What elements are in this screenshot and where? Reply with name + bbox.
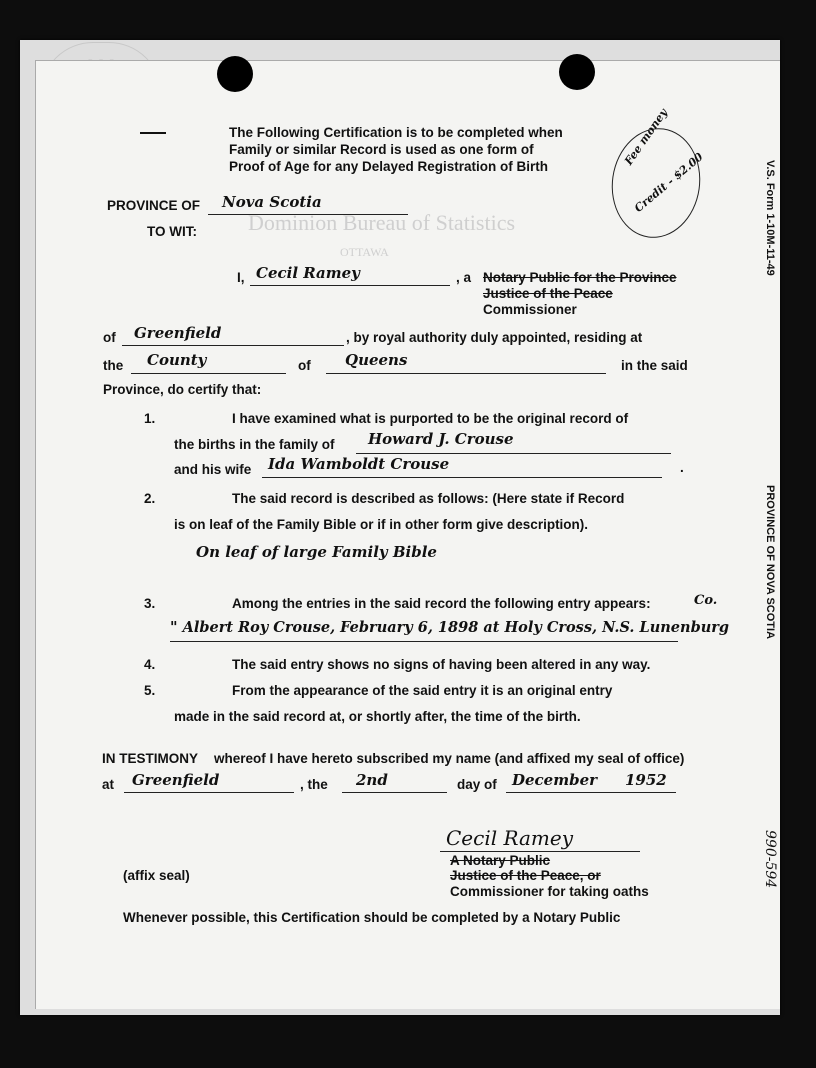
of2-label: of	[298, 358, 311, 373]
province-underline	[208, 214, 408, 215]
certifier-a: , a	[456, 270, 472, 285]
footer-note: Whenever possible, this Certification should be completed by a Notary Public	[123, 910, 621, 925]
authority-text: , by royal authority duly appointed, residing at	[346, 330, 643, 345]
testimony-day-label: day of	[457, 777, 497, 792]
side-province-label: PROVINCE OF NOVA SCOTIA	[764, 485, 776, 640]
header-line-3: Proof of Age for any Delayed Registration of Birth	[229, 159, 549, 174]
item-4-number: 4.	[144, 657, 156, 672]
header-line-1: The Following Certification is to be completed when	[229, 125, 563, 140]
signature: Cecil Ramey	[446, 826, 574, 850]
item-4-text: The said entry shows no signs of having been altered in any way.	[232, 657, 651, 672]
header-line-2: Family or similar Record is used as one form of	[229, 142, 534, 157]
certifier-underline	[250, 285, 450, 286]
of-label: of	[103, 330, 116, 345]
certifier-option-justice: Justice of the Peace	[483, 286, 613, 301]
signature-underline	[440, 851, 640, 852]
item-2-number: 2.	[144, 491, 156, 506]
wife-name: Ida Wamboldt Crouse	[268, 455, 450, 473]
punch-hole-left	[217, 56, 253, 92]
of-underline	[122, 345, 344, 346]
item-5-number: 5.	[144, 683, 156, 698]
province-label: PROVINCE OF	[107, 198, 201, 213]
of2-value: Queens	[345, 351, 408, 369]
testimony-month: December	[512, 771, 598, 789]
item-3-number: 3.	[144, 596, 156, 611]
the-value: County	[147, 351, 207, 369]
the-label: the	[103, 358, 124, 373]
item-3-line-1: Among the entries in the said record the following entry appears:	[232, 596, 651, 611]
father-name: Howard J. Crouse	[368, 430, 514, 448]
signature-option-notary: A Notary Public	[450, 853, 551, 868]
item-1-line-1: I have examined what is purported to be the original record of	[232, 411, 629, 426]
fee-note-line-2: Credit - $2.00	[632, 150, 706, 215]
certifier-option-commissioner: Commissioner	[483, 302, 577, 317]
testimony-at-label: at	[102, 777, 115, 792]
signature-option-commissioner: Commissioner for taking oaths	[450, 884, 649, 899]
fee-note-line-1: Fee money	[622, 106, 671, 168]
item-2-line-1: The said record is described as follows: (Here state if Record	[232, 491, 625, 506]
signature-option-justice: Justice of the Peace, or	[450, 868, 601, 883]
wife-underline	[262, 477, 662, 478]
item-5-line-2: made in the said record at, or shortly after, the time of the birth.	[174, 709, 581, 724]
certifier-prefix: I,	[237, 270, 245, 285]
affix-seal-label: (affix seal)	[123, 868, 190, 883]
testimony-lead: IN TESTIMONY	[102, 751, 199, 766]
file-number: 990-594	[762, 830, 778, 889]
of-value: Greenfield	[134, 324, 222, 342]
item-5-line-1: From the appearance of the said entry it is an original entry	[232, 683, 613, 698]
testimony-year: 1952	[625, 771, 667, 789]
of2-underline	[326, 373, 606, 374]
father-underline	[356, 453, 671, 454]
certifier-option-notary: Notary Public for the Province	[483, 270, 677, 285]
province-value: Nova Scotia	[222, 193, 322, 211]
item-2-line-2: is on leaf of the Family Bible or if in other form give description).	[174, 517, 589, 532]
testimony-day: 2nd	[356, 771, 388, 789]
testimony-at-underline	[124, 792, 294, 793]
testimony-the-label: , the	[300, 777, 328, 792]
testimony-place: Greenfield	[132, 771, 220, 789]
to-wit-label: TO WIT:	[147, 224, 197, 239]
wife-label: and his wife	[174, 462, 252, 477]
punch-hole-right	[559, 54, 595, 90]
show-through-city: OTTAWA	[340, 245, 389, 259]
in-said-label: in the said	[621, 358, 688, 373]
item-1-line-2: the births in the family of	[174, 437, 335, 452]
dash-mark	[140, 132, 166, 134]
testimony-month-underline	[506, 792, 676, 793]
item-1-number: 1.	[144, 411, 156, 426]
testimony-day-underline	[342, 792, 447, 793]
wife-period: .	[680, 460, 684, 475]
entry-county-abbrev: Co.	[694, 593, 718, 608]
entry-underline	[170, 641, 678, 642]
record-description: On leaf of large Family Bible	[196, 543, 437, 561]
the-underline	[131, 373, 286, 374]
testimony-line-1: whereof I have hereto subscribed my name (and affixed my seal of office)	[214, 751, 685, 766]
form-number: V.S. Form 1-10M-11-49	[764, 160, 776, 276]
certifier-name: Cecil Ramey	[256, 264, 360, 282]
birth-entry: " Albert Roy Crouse, February 6, 1898 at Holy Cross, N.S. Lunenburg	[170, 619, 730, 636]
province-certify-text: Province, do certify that:	[103, 382, 262, 397]
show-through-letterhead: Dominion Bureau of Statistics	[248, 210, 516, 235]
